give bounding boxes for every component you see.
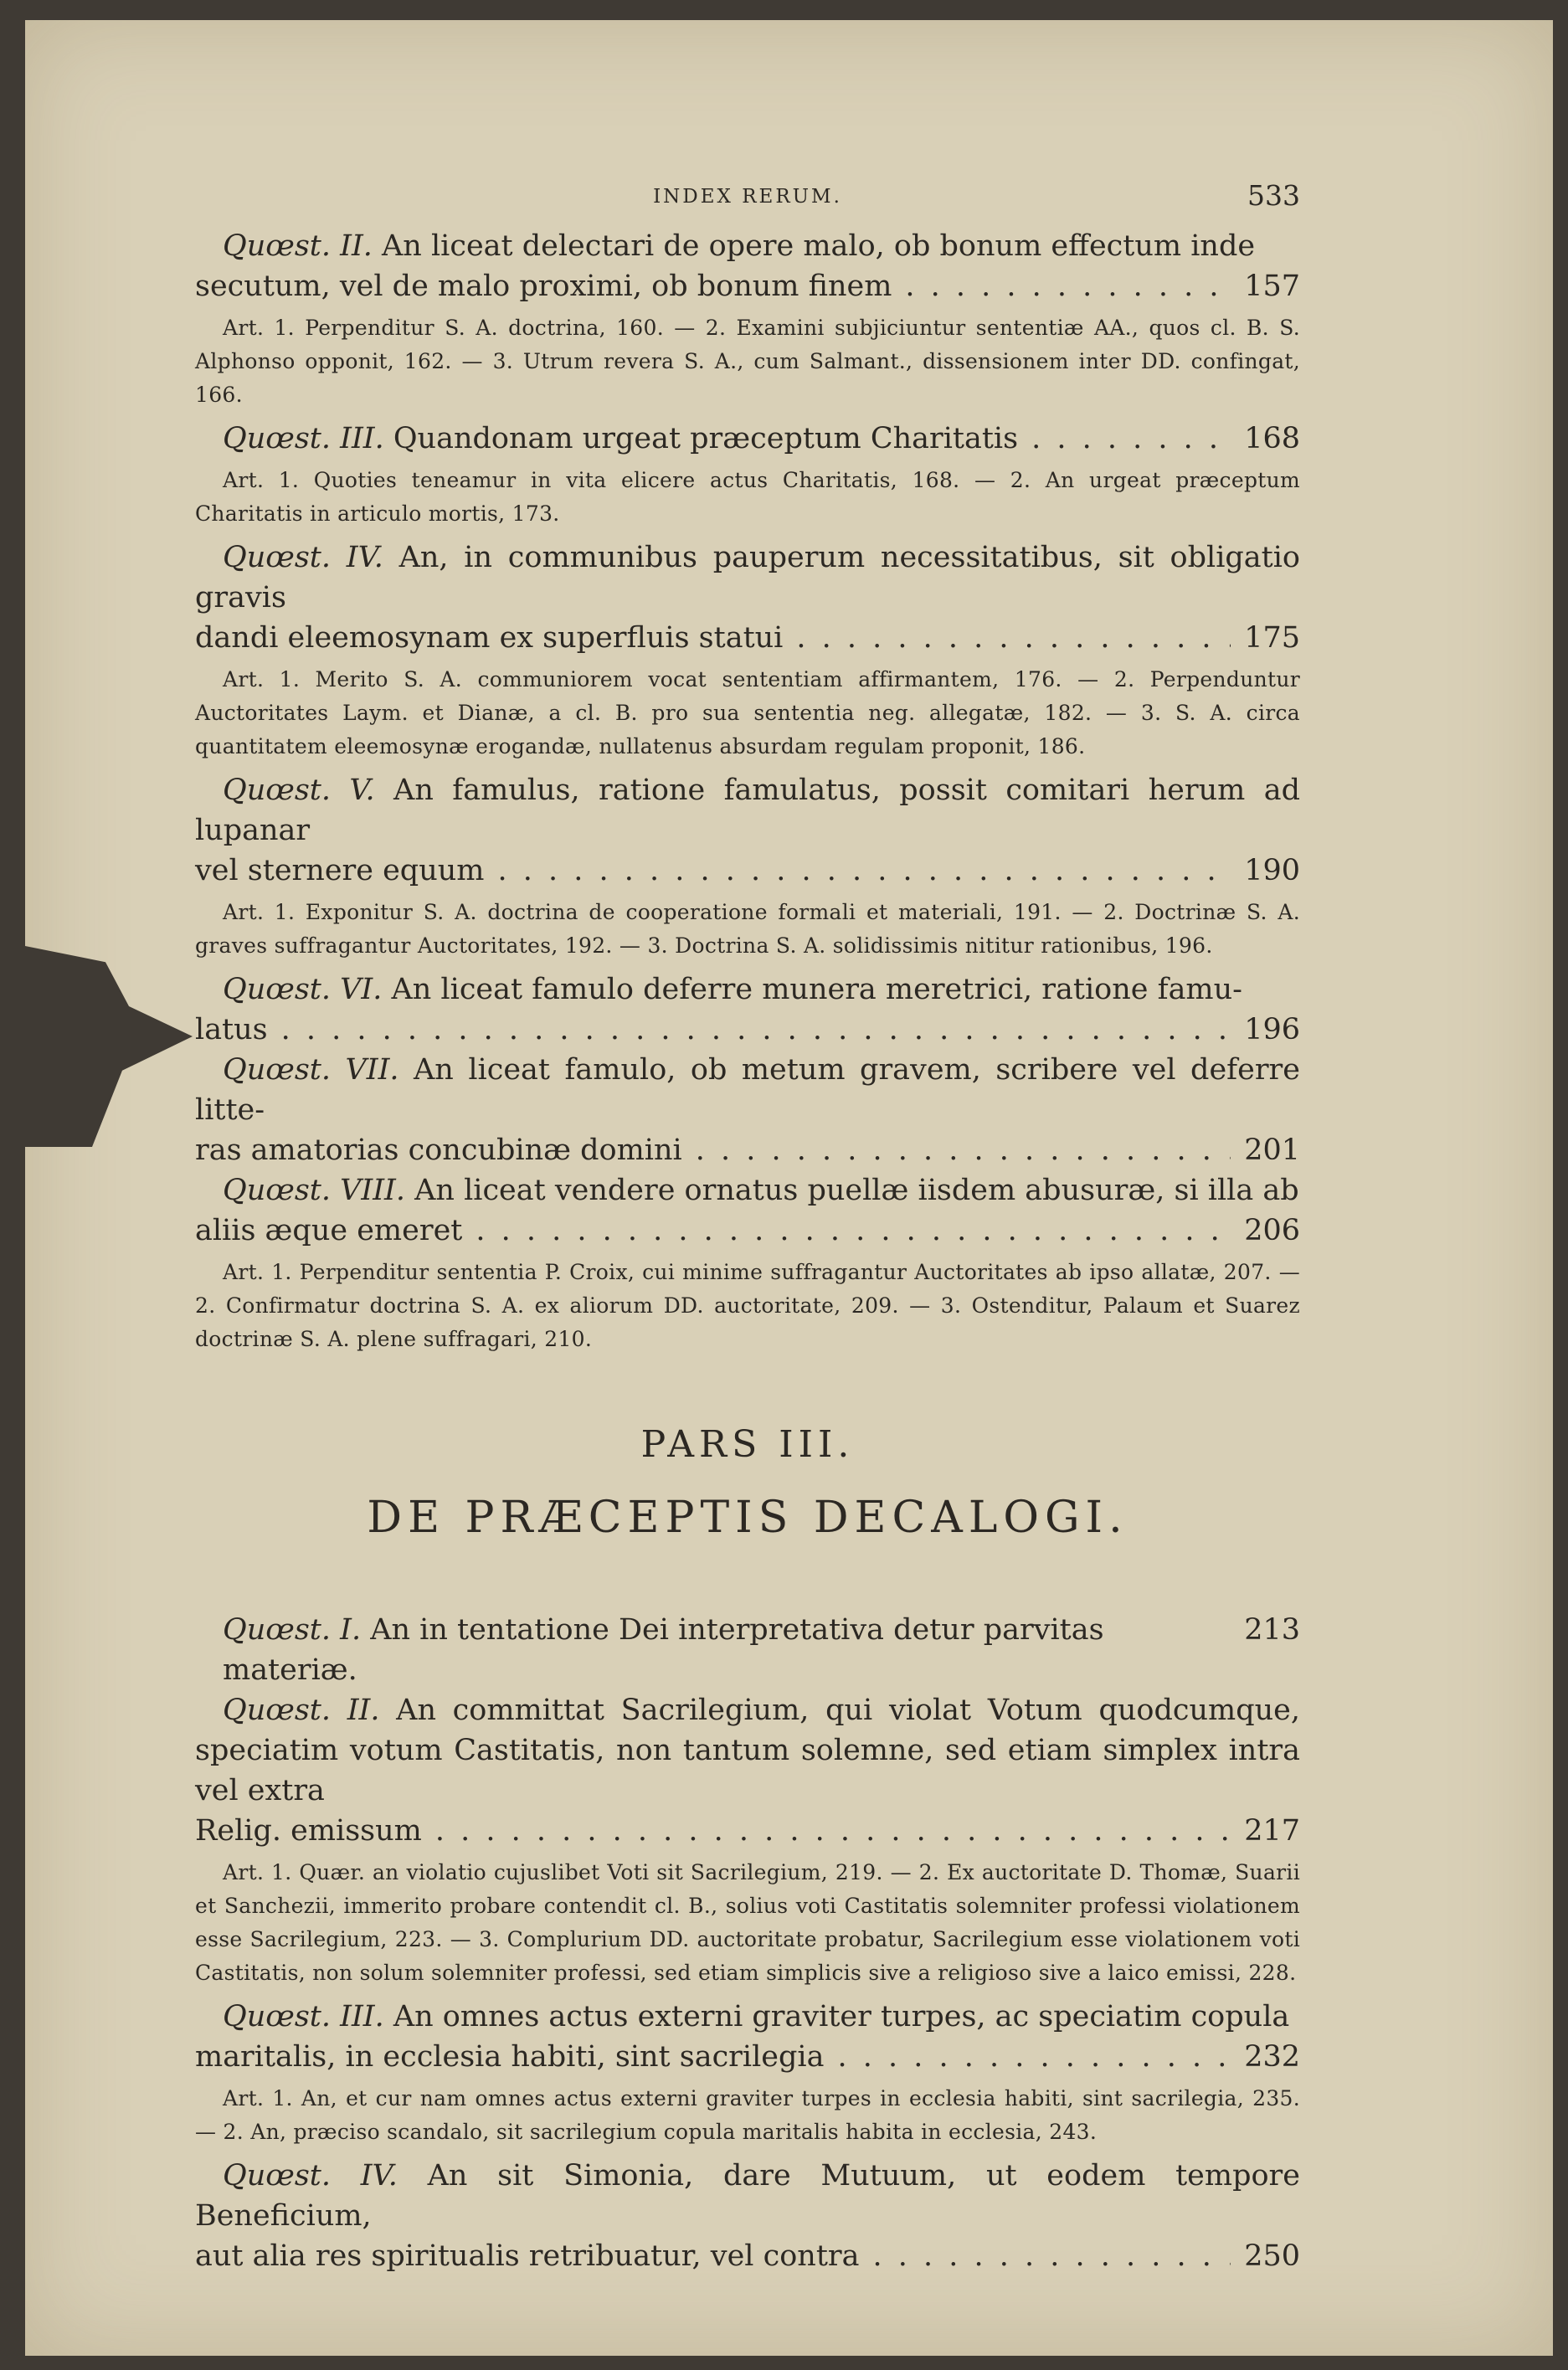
leader-dots [281, 1010, 1231, 1050]
entry [195, 770, 1300, 963]
question-page: 175 [1244, 621, 1300, 655]
question-last-line: An in tentatione Dei interpretativa detur parvitas materiæ. [223, 1613, 1104, 1687]
question-page: 206 [1244, 1214, 1300, 1247]
entry [195, 537, 1300, 763]
article-summary: Art. 1. Perpenditur S. A. doctrina, 160. — 2. Examini subjiciuntur sententiæ AA., quos cl. B. S. Alphonso opponit, 162. — 3. Utrum revera S. A., cum Salmant., dissensionem inter DD. confingat, 166. [195, 316, 1300, 407]
question-text: An sit Simonia, dare Mutuum, ut eodem tempore Beneficium, [195, 2159, 1301, 2233]
question-last-line: Relig. emissum [195, 1814, 422, 1848]
page-number: 533 [1247, 179, 1300, 212]
question-last-line: latus [195, 1013, 268, 1046]
question-label: Quœst. V. [223, 774, 375, 807]
entry [195, 969, 1300, 1050]
question-text: An liceat vendere ornatus puellæ iisdem abusuræ, si illa ab [405, 1174, 1299, 1207]
question-page: 190 [1244, 854, 1300, 887]
leader-dots [872, 2236, 1231, 2276]
question-text: An committat Sacrilegium, qui violat Votum quodcumque, speciatim votum Castitatis, non tantum solemne, sed etiam simplex intra vel extra [195, 1694, 1300, 1807]
leader-dots [435, 1811, 1231, 1851]
page-text [195, 176, 1300, 2276]
running-head-title: INDEX RERUM. [653, 186, 842, 208]
question-page: 168 [1244, 422, 1300, 455]
question-last-line: vel sternere equum [195, 854, 485, 887]
question-text: An, in communibus pauperum necessitatibus, sit obligatio gravis [195, 541, 1301, 614]
article-summary: Art. 1. Perpenditur sententia P. Croix, cui minime suffragantur Auctoritates ab ipso allatæ, 207. — 2. Confirmatur doctrina S. A. ex aliorum DD. auctoritate, 209. — 3. Ostenditur, Palaum et Suarez doctrinæ S. A. plene suffragari, 210. [195, 1260, 1300, 1351]
question-label: Quœst. III. [223, 2000, 384, 2033]
question-text: An omnes actus externi graviter turpes, ac speciatim copula [383, 2000, 1290, 2033]
question-label: Quœst. I. [223, 1613, 362, 1647]
question-text: An liceat famulo deferre munera meretrici, ratione famu- [382, 973, 1242, 1006]
question-page: 250 [1244, 2239, 1300, 2273]
entry [195, 1610, 1300, 1690]
part-title: PARS III. [640, 1423, 855, 1466]
entry [195, 1690, 1300, 1990]
entry [195, 1170, 1300, 1356]
leader-dots [1031, 419, 1231, 459]
question-label: Quœst. VI. [223, 973, 383, 1006]
question-label: Quœst. II. [223, 1694, 380, 1727]
leader-dots [837, 2037, 1231, 2077]
question-last-line: dandi eleemosynam ex superfluis statui [195, 621, 784, 655]
question-label: Quœst. IV. [223, 2159, 398, 2193]
question-page: 217 [1244, 1814, 1300, 1848]
question-text: An liceat delectari de opere malo, ob bonum effectum inde [372, 229, 1256, 263]
entry [195, 2156, 1300, 2276]
question-page: 201 [1244, 1134, 1300, 1167]
entry [195, 419, 1300, 531]
article-summary: Art. 1. Merito S. A. communiorem vocat sententiam affirmantem, 176. — 2. Perpenduntur Auctoritates Laym. et Dianæ, a cl. B. pro sua sententia neg. allegatæ, 182. — 3. S. A. circa quantitatem eleemosynæ erogandæ, nullatenus absurdam regulam proponit, 186. [195, 667, 1300, 758]
leader-dots [796, 618, 1231, 658]
question-label: Quœst. II. [223, 229, 373, 263]
leader-dots [498, 851, 1231, 891]
question-last-line: maritalis, in ecclesia habiti, sint sacrilegia [195, 2040, 825, 2074]
question-page: 196 [1244, 1013, 1300, 1046]
question-label: Quœst. III. [223, 422, 384, 455]
question-label: Quœst. VII. [223, 1053, 399, 1087]
question-label: Quœst. IV. [223, 541, 383, 574]
article-summary: Art. 1. An, et cur nam omnes actus externi graviter turpes in ecclesia habiti, sint sacrilegia, 235. — 2. An, præciso scandalo, sit sacrilegium copula maritalis habita in ecclesia, 243. [195, 2086, 1300, 2144]
question-last-line: aliis æque emeret [195, 1214, 463, 1247]
question-text: An liceat famulo, ob metum gravem, scribere vel deferre litte- [195, 1053, 1300, 1127]
entry [195, 1997, 1300, 2149]
entry [195, 1050, 1300, 1170]
question-page: 157 [1244, 270, 1300, 303]
question-last-line: aut alia res spiritualis retribuatur, vel contra [195, 2239, 860, 2273]
entry [195, 226, 1300, 412]
running-head [195, 176, 1300, 226]
article-summary: Art. 1. Exponitur S. A. doctrina de cooperatione formali et materiali, 191. — 2. Doctrinæ S. A. graves suffragantur Auctoritates, 192. — 3. Doctrina S. A. solidissimis nititur rationibus, 196. [195, 900, 1300, 958]
leader-dots [905, 266, 1231, 306]
question-text: An famulus, ratione famulatus, possit comitari herum ad lupanar [195, 774, 1300, 847]
leader-dots [696, 1130, 1231, 1170]
leader-dots [476, 1211, 1231, 1251]
question-page: 232 [1244, 2040, 1300, 2074]
article-summary: Art. 1. Quær. an violatio cujuslibet Voti sit Sacrilegium, 219. — 2. Ex auctoritate D. Thomæ, Suarii et Sanchezii, immerito probare contendit cl. B., solius voti Castitatis solemniter professi violationem esse Sacrilegium, 223. — 3. Complurium DD. auctoritate probatur, Sacrilegium esse violationem voti Castitatis, non solum solemniter professi, sed etiam simplicis sive a religioso sive a laico emissi, 228. [195, 1860, 1300, 1985]
section-title: DE PRÆCEPTIS DECALOGI. [367, 1493, 1128, 1543]
question-last-line: secutum, vel de malo proximi, ob bonum finem [195, 270, 892, 303]
article-summary: Art. 1. Quoties teneamur in vita elicere actus Charitatis, 168. — 2. An urgeat præceptum Charitatis in articulo mortis, 173. [195, 468, 1300, 526]
question-last-line: Quandonam urgeat præceptum Charitatis [383, 422, 1019, 455]
question-label: Quœst. VIII. [223, 1174, 405, 1207]
question-last-line: ras amatorias concubinæ domini [195, 1134, 682, 1167]
question-page: 213 [1244, 1613, 1300, 1647]
